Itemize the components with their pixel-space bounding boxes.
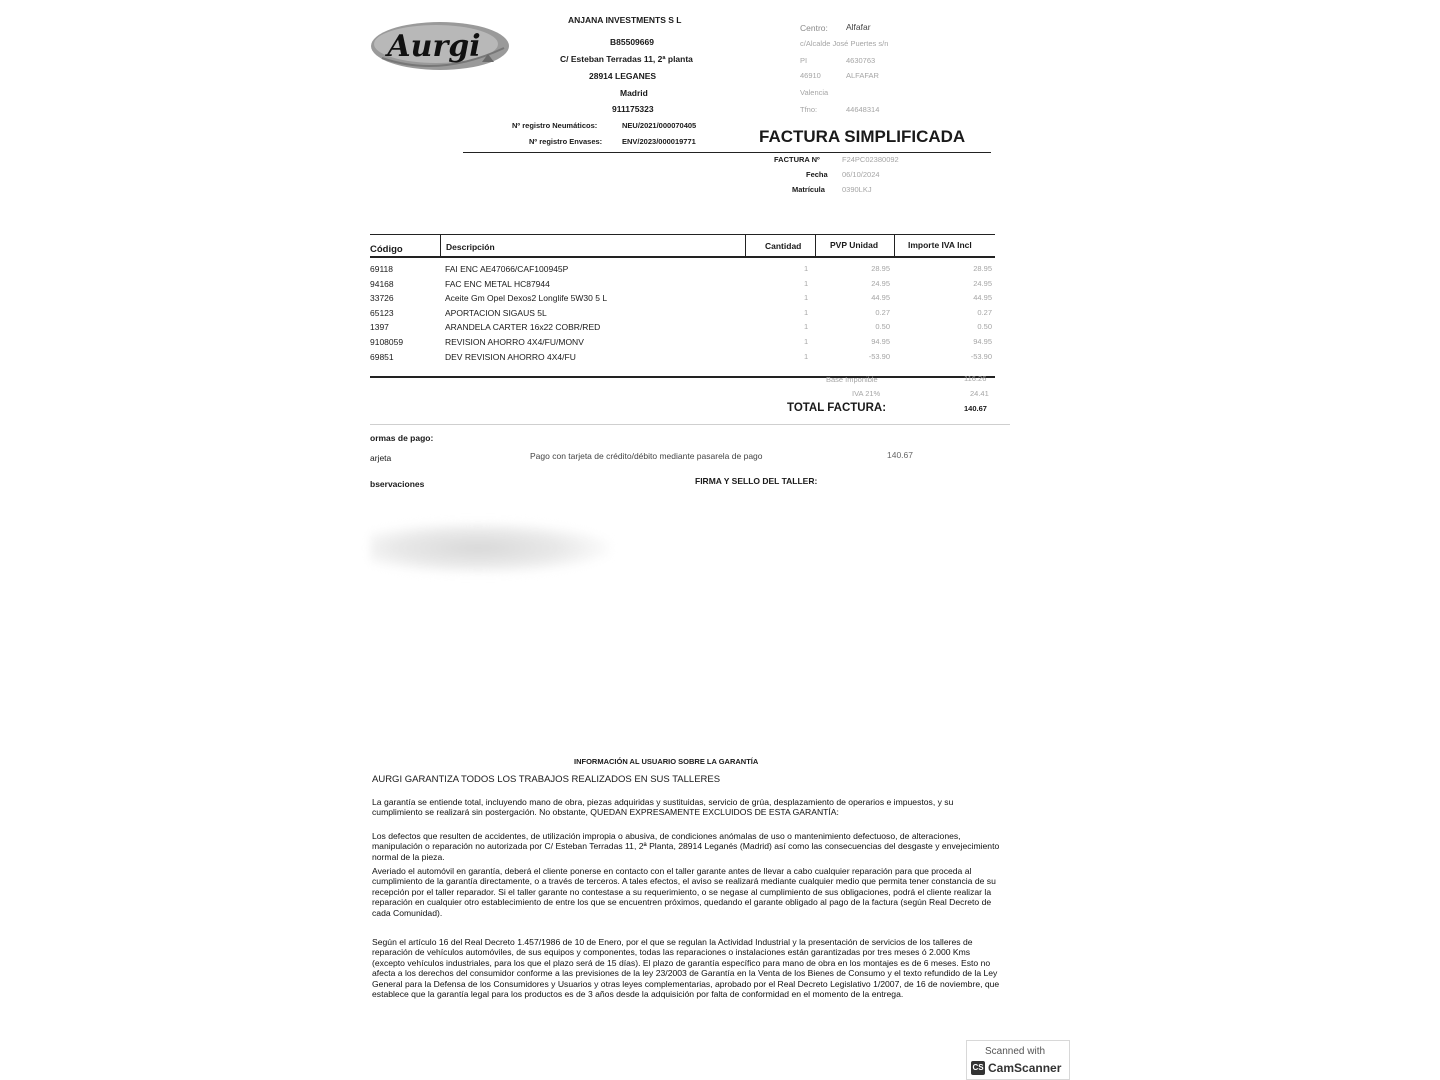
camscanner-watermark — [966, 1040, 1070, 1080]
warranty-paragraph-4: Según el artículo 16 del Real Decreto 1.457/1986 de 10 de Enero, por el que se regulan la Actividad Industrial y la presentación de servicios de los talleres de reparación de vehículos automóviles, de sus equipos y componentes, todas las reparaciones o instalaciones están garantizadas por tres meses ó 2.000 Kms (excepto vehículos industriales, para los que el plazo será de 15 días). El plazo de garantía específico para mano de obra en los montajes es de 6 meses. Esto no afecta a los derechos del consumidor conforme a las previsiones de la ley 23/2003 de Garantía en la Venta de los Bienes de Consumo y el texto refundido de la Ley General para la Defensa de los Consumidores y Usuarios y otras leyes complementarias, aprobado por el Real Decreto Legislativo 1/2007, de 16 de noviembre, que establece que la garantía legal para los productos es de 3 años desde la adquisición por falta de conformidad en el momento de la entrega. — [372, 937, 1000, 1000]
table-cell-qty: 1 — [804, 293, 809, 303]
table-cell-desc: DEV REVISION AHORRO 4X4/FU — [445, 351, 576, 362]
warranty-title: INFORMACIÓN AL USUARIO SOBRE LA GARANTÍA — [574, 757, 759, 766]
table-cell-qty: 1 — [804, 264, 809, 273]
table-cell-qty: 1 — [804, 336, 809, 346]
centre-line1: c/Alcalde José Puertes s/n — [800, 39, 889, 48]
table-cell-total: 94.95 — [973, 336, 992, 346]
table-cell-code: 69118 — [370, 264, 394, 274]
table-cell-unit: 44.95 — [871, 293, 890, 303]
table-cell-qty: 1 — [804, 351, 809, 361]
table-cell-code: 69851 — [370, 351, 394, 362]
table-cell-unit: 0.27 — [875, 307, 890, 317]
centre-line3-label: 46910 — [800, 71, 821, 80]
total-label: TOTAL FACTURA: — [787, 402, 887, 414]
signature-label: FIRMA Y SELLO DEL TALLER: — [695, 476, 818, 486]
table-cell-unit: 24.95 — [871, 278, 890, 288]
table-bottom-border — [370, 376, 995, 378]
table-cell-total: 44.95 — [973, 293, 992, 303]
invoice-number-label: FACTURA Nº — [774, 155, 820, 164]
table-top-border — [370, 234, 995, 235]
col-codigo — [370, 262, 403, 364]
table-cell-total: 28.95 — [973, 264, 992, 273]
table-cell-code: 33726 — [370, 293, 394, 304]
reg-envases-value: ENV/2023/000019771 — [622, 137, 696, 146]
table-cell-desc: REVISION AHORRO 4X4/FU/MONV — [445, 336, 584, 347]
table-cell-total: 0.50 — [977, 322, 992, 332]
payment-amount: 140.67 — [887, 450, 913, 460]
iva-value: 24.41 — [970, 389, 989, 398]
centre-line3-value: ALFAFAR — [846, 71, 879, 80]
th-importe: Importe IVA Incl — [908, 240, 972, 250]
invoice-plate-label: Matrícula — [792, 185, 825, 194]
totals-divider — [370, 424, 1010, 425]
table-cell-code: 1397 — [370, 322, 389, 333]
base-label: Base Imponible — [826, 375, 878, 384]
invoice-plate-value: 0390LKJ — [842, 185, 872, 194]
centre-line4: Valencia — [800, 88, 829, 97]
centre-phone-label: Tfno: — [800, 105, 818, 114]
company-name: ANJANA INVESTMENTS S L — [568, 15, 682, 25]
invoice-title: FACTURA SIMPLIFICADA — [759, 127, 966, 146]
camscanner-icon: CS — [971, 1061, 985, 1075]
th-cantidad: Cantidad — [765, 241, 802, 251]
company-address: C/ Esteban Terradas 11, 2ª planta — [560, 54, 693, 64]
table-cell-desc: Aceite Gm Opel Dexos2 Longlife 5W30 5 L — [445, 293, 608, 304]
table-col-divider — [745, 234, 746, 256]
svg-text:Aurgi: Aurgi — [387, 29, 481, 64]
base-value: 116.26 — [964, 374, 987, 383]
table-cell-desc: FAC ENC METAL HC87944 — [445, 278, 550, 289]
warranty-paragraph-1: La garantía se entiende total, incluyendo mano de obra, piezas adquiridas y sustituidas, servicio de grúa, desplazamiento de operarios e impuestos, y su cumplimiento se realizará sin postergación. No obstante, QUEDAN EXPRESAMENTE EXCLUIDOS DE ESTA GARANTÍA: — [372, 797, 954, 818]
camscanner-brand: CamScanner — [988, 1061, 1062, 1075]
table-cell-qty: 1 — [804, 322, 809, 332]
th-descripcion: Descripción — [446, 242, 495, 252]
warranty-paragraph-3: Averiado el automóvil en garantía, deberá el cliente ponerse en contacto con el taller garante antes de llevar a cabo cualquier reparación para que proceda al cumplimiento de la garantía directamente, o a través de terceros. A tales efectos, el aviso se realizará mediante cualquier medio que permita tener constancia de su recepción por el taller reparador. Si el taller garante no contestase a su requerimiento, o se negase al cumplimiento de sus obligaciones, podrá el cliente realizar la reparación en cualquier otro establecimiento de entre los que se encuentren próximos, quedando el garante obligado al pago de la factura (según Real Decreto de cada Comunidad). — [372, 866, 996, 918]
company-postal-city: 28914 LEGANES — [589, 71, 657, 81]
scanned-with-text: Scanned with — [985, 1046, 1046, 1057]
table-cell-qty: 1 — [804, 307, 809, 317]
col-pvp — [854, 262, 890, 364]
th-pvp-unidad: PVP Unidad — [830, 240, 879, 250]
table-cell-qty: 1 — [804, 278, 809, 288]
observations-label: bservaciones — [370, 479, 425, 489]
redacted-area — [370, 522, 610, 574]
reg-neumaticos-value: NEU/2021/000070405 — [622, 121, 697, 130]
col-descripcion — [445, 262, 607, 364]
table-cell-total: -53.90 — [970, 351, 992, 361]
aurgi-logo — [370, 18, 512, 74]
table-col-divider — [440, 234, 441, 256]
table-cell-unit: -53.90 — [868, 351, 890, 361]
payment-description: Pago con tarjeta de crédito/débito mediante pasarela de pago — [530, 451, 763, 461]
table-cell-desc: ARANDELA CARTER 16x22 COBR/RED — [445, 322, 601, 333]
invoice-date-label: Fecha — [806, 170, 828, 179]
table-cell-total: 0.27 — [977, 307, 992, 317]
warranty-paragraph-2: Los defectos que resulten de accidentes, de utilización impropia o abusiva, de condiciones anómalas de uso o mantenimiento defectuoso, de alteraciones, manipulación o reparación no autorizada por C/ Esteban Terradas 11, 2ª Planta, 28914 Leganés (Madrid) así como las consecuencias del desgaste y envejecimiento normal de la pieza. — [372, 831, 1000, 862]
table-cell-code: 9108059 — [370, 336, 404, 347]
table-cell-total: 24.95 — [973, 278, 992, 288]
company-phone: 911175323 — [612, 104, 654, 114]
company-cif: B85509669 — [610, 37, 654, 47]
table-cell-unit: 0.50 — [875, 322, 890, 332]
iva-label: IVA 21% — [852, 389, 881, 398]
centre-label: Centro: — [800, 23, 828, 33]
invoice-page — [368, 0, 1013, 1030]
table-header-border — [370, 256, 995, 258]
table-col-divider — [815, 234, 816, 256]
invoice-date-value: 06/10/2024 — [842, 170, 880, 179]
total-value: 140.67 — [964, 404, 987, 413]
col-cantidad — [804, 262, 808, 364]
table-cell-unit: 94.95 — [871, 336, 890, 346]
table-cell-desc: APORTACION SIGAUS 5L — [445, 307, 547, 318]
table-cell-code: 65123 — [370, 307, 394, 318]
company-province: Madrid — [620, 88, 648, 98]
col-importe — [952, 262, 992, 364]
warranty-heading: AURGI GARANTIZA TODOS LOS TRABAJOS REALIZADOS EN SUS TALLERES — [372, 774, 721, 785]
reg-envases-label: Nº registro Envases: — [529, 137, 603, 146]
centre-phone-value: 44648314 — [846, 105, 880, 114]
reg-neumaticos-label: Nº registro Neumáticos: — [512, 121, 598, 130]
table-cell-desc: FAI ENC AE47066/CAF100945P — [445, 264, 569, 274]
table-cell-code: 94168 — [370, 278, 394, 289]
header-divider — [463, 152, 991, 153]
table-cell-unit: 28.95 — [871, 264, 890, 273]
centre-line2-label: PI — [800, 56, 808, 65]
payment-label: ormas de pago: — [370, 433, 434, 443]
payment-method: arjeta — [370, 453, 392, 463]
invoice-number-value: F24PC02380092 — [842, 155, 899, 164]
th-codigo: Código — [370, 244, 403, 255]
table-col-divider — [894, 234, 895, 256]
centre-line2-value: 4630763 — [846, 56, 876, 65]
centre-name: Alfafar — [846, 22, 871, 32]
